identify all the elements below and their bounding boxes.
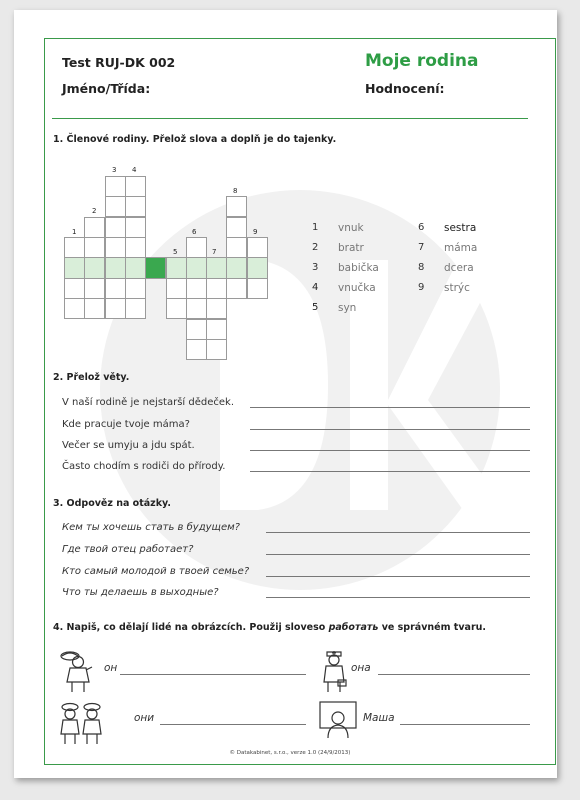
crossword-cell[interactable] bbox=[166, 298, 187, 319]
crossword-cell[interactable] bbox=[206, 278, 227, 299]
crossword-cell[interactable] bbox=[206, 319, 227, 340]
firefighters-picture bbox=[58, 698, 104, 746]
answer-line[interactable] bbox=[120, 674, 306, 675]
nurse-picture bbox=[318, 646, 350, 694]
word-item: syn bbox=[338, 302, 357, 314]
crossword-cell[interactable] bbox=[226, 257, 247, 278]
clue-number: 5 bbox=[173, 248, 178, 256]
section-3-heading: 3. Odpověz na otázky. bbox=[53, 498, 171, 509]
crossword-cell[interactable] bbox=[186, 339, 207, 360]
crossword-cell[interactable] bbox=[226, 196, 247, 217]
sentence: V naší rodině je nejstarší dědeček. bbox=[62, 397, 234, 408]
crossword-cell[interactable] bbox=[84, 217, 105, 238]
crossword-cell[interactable] bbox=[206, 339, 227, 360]
answer-line[interactable] bbox=[250, 407, 530, 408]
crossword-cell[interactable] bbox=[84, 257, 105, 278]
crossword-cell[interactable] bbox=[125, 278, 146, 299]
pronoun-label: они bbox=[134, 712, 155, 724]
crossword-cell[interactable] bbox=[105, 257, 126, 278]
section-4-heading: 4. Napiš, co dělají lidé na obrázcích. Použij sloveso работать ve správném tvaru. bbox=[53, 622, 486, 633]
answer-line[interactable] bbox=[250, 429, 530, 430]
word-number: 2 bbox=[312, 242, 319, 253]
question: Что ты делаешь в выходные? bbox=[62, 587, 219, 598]
crossword-cell[interactable] bbox=[166, 278, 187, 299]
word-item: strýc bbox=[444, 282, 470, 294]
crossword-cell[interactable] bbox=[226, 217, 247, 238]
question: Кем ты хочешь стать в будущем? bbox=[62, 522, 240, 533]
crossword-cell[interactable] bbox=[105, 196, 126, 217]
word-item: bratr bbox=[338, 242, 364, 254]
crossword-cell[interactable] bbox=[206, 257, 227, 278]
question: Где твой отец работает? bbox=[62, 544, 194, 555]
crossword-cell[interactable] bbox=[206, 298, 227, 319]
word-item: máma bbox=[444, 242, 478, 254]
clue-number: 2 bbox=[92, 207, 97, 215]
crossword-cell[interactable] bbox=[125, 298, 146, 319]
word-number: 8 bbox=[418, 262, 425, 273]
waiter-picture bbox=[58, 646, 98, 694]
grade-label: Hodnocení: bbox=[365, 81, 445, 96]
crossword-cell[interactable] bbox=[64, 298, 85, 319]
name-class-label: Jméno/Třída: bbox=[62, 81, 151, 96]
crossword-cell[interactable] bbox=[247, 237, 268, 258]
crossword-cell[interactable] bbox=[84, 237, 105, 258]
crossword-cell[interactable] bbox=[166, 257, 187, 278]
crossword-cell[interactable] bbox=[247, 278, 268, 299]
section-2-heading: 2. Přelož věty. bbox=[53, 372, 130, 383]
name-label: Маша bbox=[363, 712, 395, 724]
answer-line[interactable] bbox=[378, 674, 530, 675]
word-item: dcera bbox=[444, 262, 474, 274]
answer-line[interactable] bbox=[266, 576, 530, 577]
crossword-cell[interactable] bbox=[105, 217, 126, 238]
crossword-cell[interactable] bbox=[125, 237, 146, 258]
crossword-key-cell[interactable] bbox=[145, 257, 166, 278]
sentence: Kde pracuje tvoje máma? bbox=[62, 419, 190, 430]
sentence: Často chodím s rodiči do přírody. bbox=[62, 461, 226, 472]
answer-line[interactable] bbox=[250, 471, 530, 472]
crossword-cell[interactable] bbox=[64, 237, 85, 258]
answer-line[interactable] bbox=[266, 597, 530, 598]
word-number: 9 bbox=[418, 282, 425, 293]
crossword-cell[interactable] bbox=[105, 298, 126, 319]
clue-number: 8 bbox=[233, 187, 238, 195]
sentence: Večer se umyju a jdu spát. bbox=[62, 440, 195, 451]
clue-number: 3 bbox=[112, 166, 117, 174]
section-1-heading: 1. Členové rodiny. Přelož slova a doplň je do tajenky. bbox=[53, 134, 337, 145]
word-item: vnuk bbox=[338, 222, 364, 234]
crossword-cell[interactable] bbox=[84, 298, 105, 319]
word-number: 7 bbox=[418, 242, 425, 253]
pronoun-label: она bbox=[351, 662, 371, 674]
crossword-cell[interactable] bbox=[226, 278, 247, 299]
word-number: 6 bbox=[418, 222, 425, 233]
crossword-cell[interactable] bbox=[105, 278, 126, 299]
word-number: 5 bbox=[312, 302, 319, 313]
clue-number: 9 bbox=[253, 228, 258, 236]
crossword-cell[interactable] bbox=[186, 257, 207, 278]
word-number: 3 bbox=[312, 262, 319, 273]
word-number: 4 bbox=[312, 282, 319, 293]
word-item: sestra bbox=[444, 222, 477, 234]
crossword-cell[interactable] bbox=[186, 319, 207, 340]
header-divider bbox=[52, 118, 528, 119]
clue-number: 7 bbox=[212, 248, 217, 256]
crossword-cell[interactable] bbox=[125, 217, 146, 238]
crossword-cell[interactable] bbox=[64, 278, 85, 299]
answer-line[interactable] bbox=[400, 724, 530, 725]
crossword-cell[interactable] bbox=[125, 257, 146, 278]
question: Кто самый молодой в твоей семье? bbox=[62, 566, 250, 577]
crossword-cell[interactable] bbox=[247, 257, 268, 278]
crossword-cell[interactable] bbox=[226, 237, 247, 258]
word-item: vnučka bbox=[338, 282, 376, 294]
answer-line[interactable] bbox=[250, 450, 530, 451]
clue-number: 6 bbox=[192, 228, 197, 236]
crossword-cell[interactable] bbox=[84, 278, 105, 299]
page-title: Moje rodina bbox=[365, 51, 479, 71]
crossword-cell[interactable] bbox=[186, 278, 207, 299]
clue-number: 1 bbox=[72, 228, 77, 236]
crossword-cell[interactable] bbox=[125, 196, 146, 217]
clue-number: 4 bbox=[132, 166, 137, 174]
test-id: Test RUJ-DK 002 bbox=[62, 55, 176, 70]
crossword-cell[interactable] bbox=[186, 237, 207, 258]
word-number: 1 bbox=[312, 222, 319, 233]
answer-line[interactable] bbox=[266, 554, 530, 555]
copyright-footer: © Datakabinet, s.r.o., verze 1.0 (24/9/2013) bbox=[229, 750, 351, 756]
crossword-cell[interactable] bbox=[105, 176, 126, 197]
crossword-cell[interactable] bbox=[186, 298, 207, 319]
crossword-cell[interactable] bbox=[105, 237, 126, 258]
word-item: babička bbox=[338, 262, 379, 274]
pronoun-label: он bbox=[104, 662, 118, 674]
answer-line[interactable] bbox=[266, 532, 530, 533]
verb-highlight: работать bbox=[328, 622, 379, 633]
crossword-cell[interactable] bbox=[125, 176, 146, 197]
answer-line[interactable] bbox=[160, 724, 306, 725]
crossword-cell[interactable] bbox=[64, 257, 85, 278]
teacher-masha-picture bbox=[318, 700, 358, 740]
